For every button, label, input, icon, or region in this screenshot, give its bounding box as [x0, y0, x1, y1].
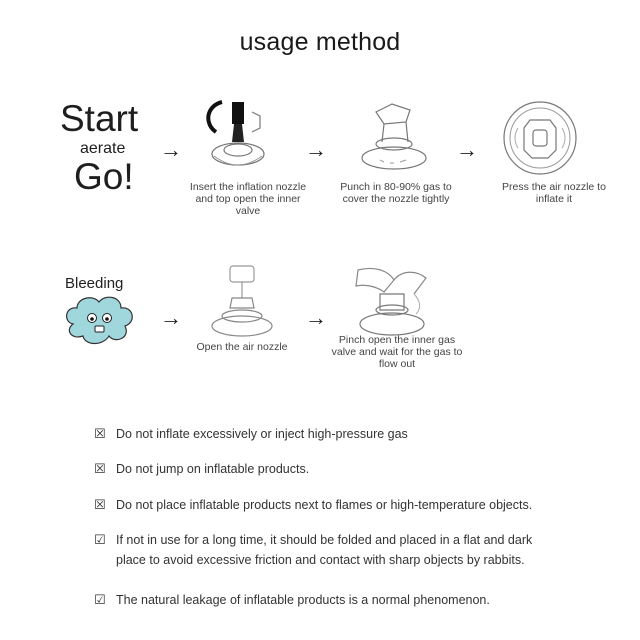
- bleeding-label: Bleeding: [65, 275, 124, 292]
- arrow-icon: →: [456, 137, 478, 162]
- go-label: Go!: [74, 156, 134, 197]
- checkbox-x-icon: ☒: [94, 426, 106, 441]
- checkbox-check-icon: ☑: [94, 592, 106, 607]
- note-text: Do not inflate excessively or inject high-pressure gas: [116, 427, 408, 441]
- valve-nozzle-illustration: [354, 100, 434, 175]
- checkbox-check-icon: ☑: [94, 532, 106, 547]
- checkbox-x-icon: ☒: [94, 461, 106, 476]
- arrow-icon: →: [160, 305, 182, 330]
- cloud-face-icon: [63, 294, 135, 346]
- pump-nozzle-insert-illustration: [200, 98, 280, 178]
- step-caption: Punch in 80-90% gas to cover the nozzle tightly: [340, 181, 452, 205]
- page-title: usage method: [239, 28, 401, 56]
- note-text: If not in use for a long time, it should be folded and placed in a flat and dark place to avoid excessive friction and contact with sharp objects by rabbits.: [116, 533, 533, 567]
- note-item: [94, 590, 574, 610]
- aerate-label: aerate: [80, 140, 126, 157]
- start-label: Start: [60, 98, 139, 139]
- note-text: The natural leakage of inflatable products is a normal phenomenon.: [116, 593, 490, 607]
- note-text: Do not place inflatable products next to flames or high-temperature objects.: [116, 498, 533, 512]
- note-item: [94, 530, 574, 570]
- step-caption: Insert the inflation nozzle and top open the inner valve: [189, 181, 307, 217]
- open-air-nozzle-illustration: [208, 264, 278, 339]
- arrow-icon: →: [305, 137, 327, 162]
- checkbox-x-icon: ☒: [94, 497, 106, 512]
- arrow-icon: →: [305, 305, 327, 330]
- valve-top-view-illustration: [500, 98, 580, 178]
- note-item: [94, 495, 574, 515]
- note-item: [94, 424, 574, 444]
- note-text: Do not jump on inflatable products.: [116, 462, 310, 476]
- arrow-icon: →: [160, 137, 182, 162]
- pinch-inner-valve-illustration: [354, 264, 434, 342]
- note-item: [94, 459, 574, 479]
- step-caption: Pinch open the inner gas valve and wait for the gas to flow out: [331, 334, 463, 370]
- step-caption: Open the air nozzle: [196, 341, 288, 353]
- step-caption: Press the air nozzle to inflate it: [502, 181, 606, 205]
